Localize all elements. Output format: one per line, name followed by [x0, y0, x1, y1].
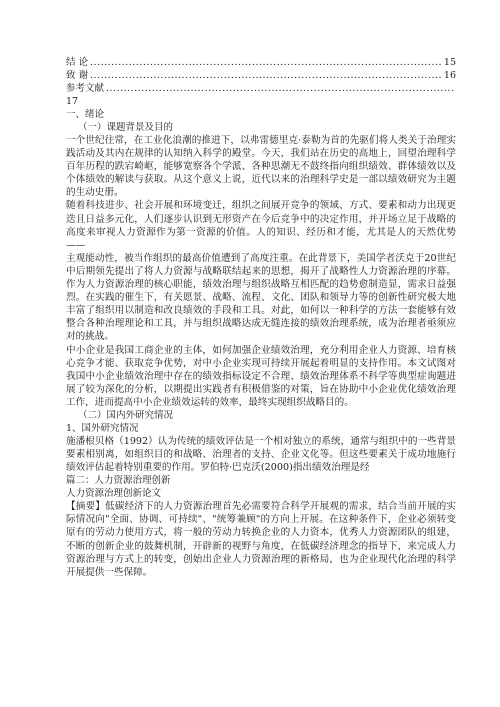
- paragraph-sme: 中小企业是我国工商企业的主体，如何加强企业绩效治理，充分利用企业人力资源、培育核心竞争才能、获取竞争优势，对中小企业实现可持续开展起着明显的支持作用。本文试图对我国中小企业绩效治理中存在的绩效指标设定不合理、绩效治理体系不科学等典型症询题进展了较为深化的分析，以期提出实践者有积极借鉴的对策，旨在协助中小企业优化绩效治理工作，进而提高中小企业绩效运转的效率，最终实现组织战略目的。: [66, 344, 456, 408]
- subsection-heading-foreign-research: 1、国外研究情况: [66, 422, 139, 434]
- paragraph-foreign-research: 施潘根贝格（1992）认为传统的绩效评估是一个相对独立的系统，通常与组织中的一些背景要素相别离，如组织目的和战略、治理者的支持、企业文化等。但这些要素关于成功地施行绩效评估起着特别重要的作用。罗伯特·巴克沃(2000)指出绩效治理是经: [66, 435, 456, 474]
- toc-entry-acknowledgement: [66, 69, 456, 82]
- toc-leader-dots: [90, 56, 442, 69]
- paragraph-abstract: 【摘要】低碳经济下的人力资源治理首先必需要符合科学开展观的需求，结合当前开展的实际情况向"全面、协调、可持续"、"统筹兼顾"的方向上开展。在这种条件下，企业必须转变原有的劳动力使用方式，将一般的劳动力转换企业的人力资本，优秀人力资源团队的组建，不断的创新企业的鼓舞机制，开辟新的视野与角度，在低碳经济理念的指导下，来完成人力资源治理与方式上的转变，创始出企业人力资源治理的新格局，也为企业现代化治理的科学开展提供一些保障。: [66, 501, 456, 578]
- subsection-heading-background: （一）课题背景及目的: [78, 122, 174, 133]
- toc-entry-references: [66, 82, 456, 95]
- paragraph-history: 一个世纪往常，在工业化浪潮的推进下，以弗雷德里克·泰勒为首的先驱们将人类关于治理实践活动及其内在规律的认知纳入科学的殿堂。今天，我们站在历史的高地上，回望治理科学百年历程的跌宕崎岖，能够宽察各个学派、各种思潮无不鼓终指向组织绩效、群体绩效以及个体绩效的解读与获取。从这个意义上说，近代以来的治理科学史是一部以绩效研究为主题的生动史册。: [66, 135, 456, 199]
- toc-page-number: 16: [443, 70, 456, 81]
- toc-title: 结 论: [66, 57, 89, 68]
- toc-title: 参考文献: [66, 83, 105, 94]
- toc-title: 致 谢: [66, 70, 89, 81]
- section-heading-introduction: 一、绪论: [66, 109, 105, 120]
- part-heading: 篇二：人力资源治理创新: [66, 475, 171, 487]
- paragraph-competition: 随着科技进步、社会开展和环境变迁，组织之间展开竞争的领域、方式、要素和动力出现更迭且日益多元化，人们逐步认识到无形资产在今后竞争中的决定作用，并开场立足于战略的高度来审视人力资源作为第一资源的价值。人的知识、经历和才能，尤其是人的天然优势——: [66, 200, 456, 251]
- toc-leader-dots: [106, 82, 454, 95]
- subsection-heading-research-status: （二）国内外研究情况: [78, 409, 174, 421]
- toc-leader-dots: [90, 69, 442, 82]
- article-title: 人力资源治理创新论文: [66, 488, 162, 500]
- toc-page-number-wrapped: 17: [66, 96, 79, 107]
- paragraph-strategic-hrm: 主观能动性，被当作组织的最高价值遭到了高度注重。在此背景下，美国学者沃克于20世纪中后期领先提出了将人力资源与战略联结起来的思想，揭开了战略性人力资源治理的序幕。作为人力资源治理的核心职能，绩效治理与组织战略互相匹配的趋势愈制造显，需求日益强烈。在实践的催生下，有关愿景、战略、流程、文化、团队和领导力等的创新性研究极大地丰富了组织用以制造和改良绩效的手段和工具。对此，如何以一种科学的方法一套能够有效整合各种治理理论和工具，并与组织战略达成无缝连接的绩效治理系统，成为治理者亟须应对的挑战。: [66, 252, 456, 343]
- toc-entry-conclusion: [66, 56, 456, 69]
- toc-page-number: 15: [443, 57, 456, 68]
